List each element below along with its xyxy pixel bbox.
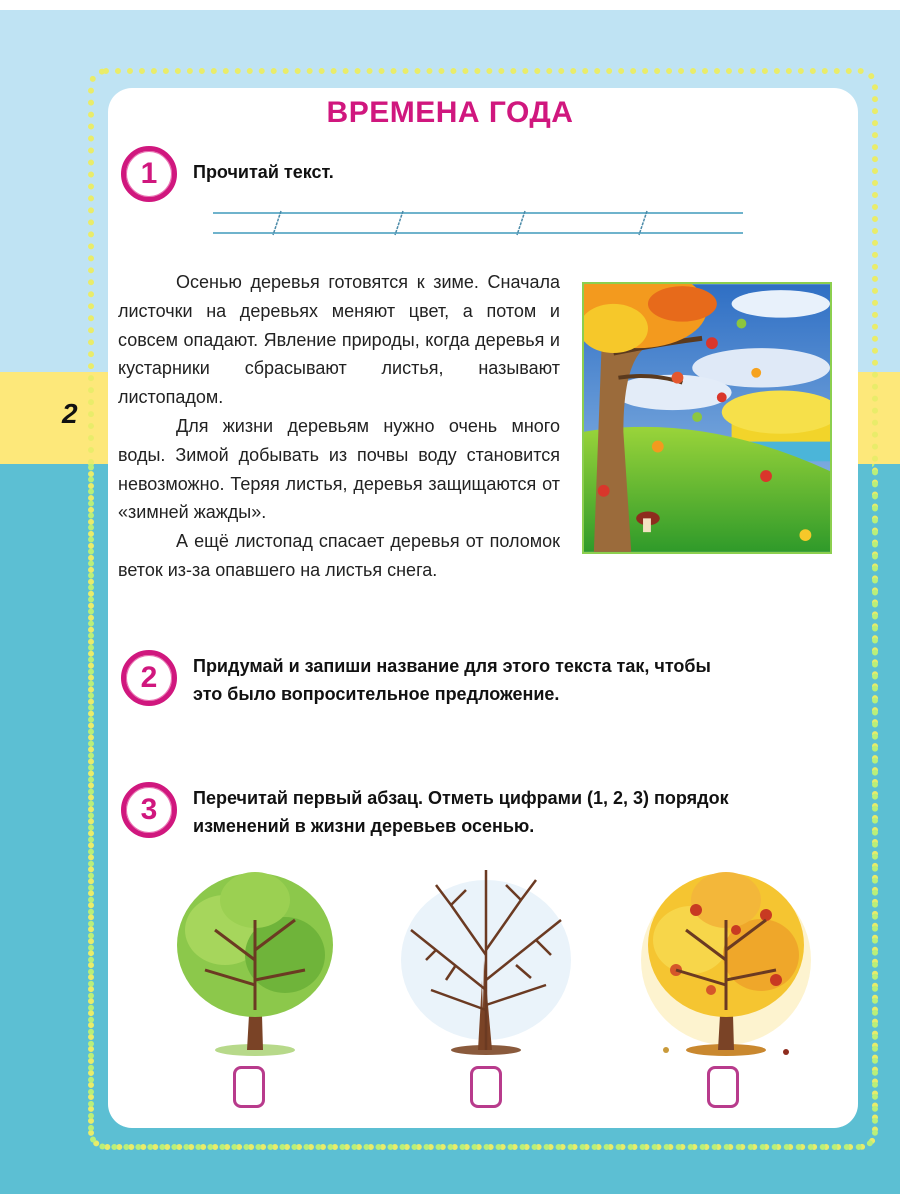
task-3-instruction: [193, 784, 729, 840]
writing-lines-icon: [213, 208, 743, 238]
autumn-landscape-illustration: [582, 282, 832, 554]
task-1-number: 1: [140, 157, 158, 190]
reading-text: [118, 268, 560, 585]
autumn-landscape-icon: [584, 284, 830, 552]
task-1-instruction: Прочитай текст.: [193, 162, 334, 182]
order-checkbox-green-tree[interactable]: [233, 1066, 265, 1108]
task-2-number: 2: [140, 661, 158, 694]
task-3-instruction-line-2: изменений в жизни деревьев осенью.: [193, 816, 535, 836]
order-checkbox-bare-tree[interactable]: [470, 1066, 502, 1108]
green-tree-icon: [165, 860, 345, 1060]
task-3-instruction-line-1: Перечитай первый абзац. Отметь цифрами (1, 2, 3) порядок: [193, 788, 729, 808]
page-number: 2: [62, 398, 78, 429]
autumn-tree-illustration: [636, 860, 816, 1060]
reading-paragraph-2: Для жизни деревьям нужно очень много воды. Зимой добывать из почвы воду становится невозможно. Теряя листья, деревья защищаются от «зимней жажды».: [118, 415, 560, 523]
task-2-instruction-line-2: это было вопросительное предложение.: [193, 684, 560, 704]
order-checkbox-autumn-tree[interactable]: [707, 1066, 739, 1108]
task-3-number: 3: [140, 793, 158, 826]
task-2-instruction-line-1: Придумай и запиши название для этого текста так, чтобы: [193, 656, 711, 676]
page-title: ВРЕМЕНА ГОДА: [326, 96, 574, 129]
task-2-instruction: [193, 652, 711, 708]
task-3-badge: [121, 782, 177, 838]
bare-tree-illustration: [396, 860, 576, 1060]
green-tree-illustration: [165, 860, 345, 1060]
reading-paragraph-3: А ещё листопад спасает деревья от поломок веток из-за опавшего на листья снега.: [118, 531, 560, 580]
task-2-badge: [121, 650, 177, 706]
reading-paragraph-1: Осенью деревья готовятся к зиме. Сначала листочки на деревьях меняют цвет, а потом и совсем опадают. Явление природы, когда деревья и кустарники сбрасывают листья, называют листопадом.: [118, 272, 560, 408]
autumn-tree-icon: [636, 860, 816, 1060]
answer-writing-lines[interactable]: [213, 208, 743, 238]
task-1-badge: [121, 146, 177, 202]
bare-tree-icon: [396, 860, 576, 1060]
